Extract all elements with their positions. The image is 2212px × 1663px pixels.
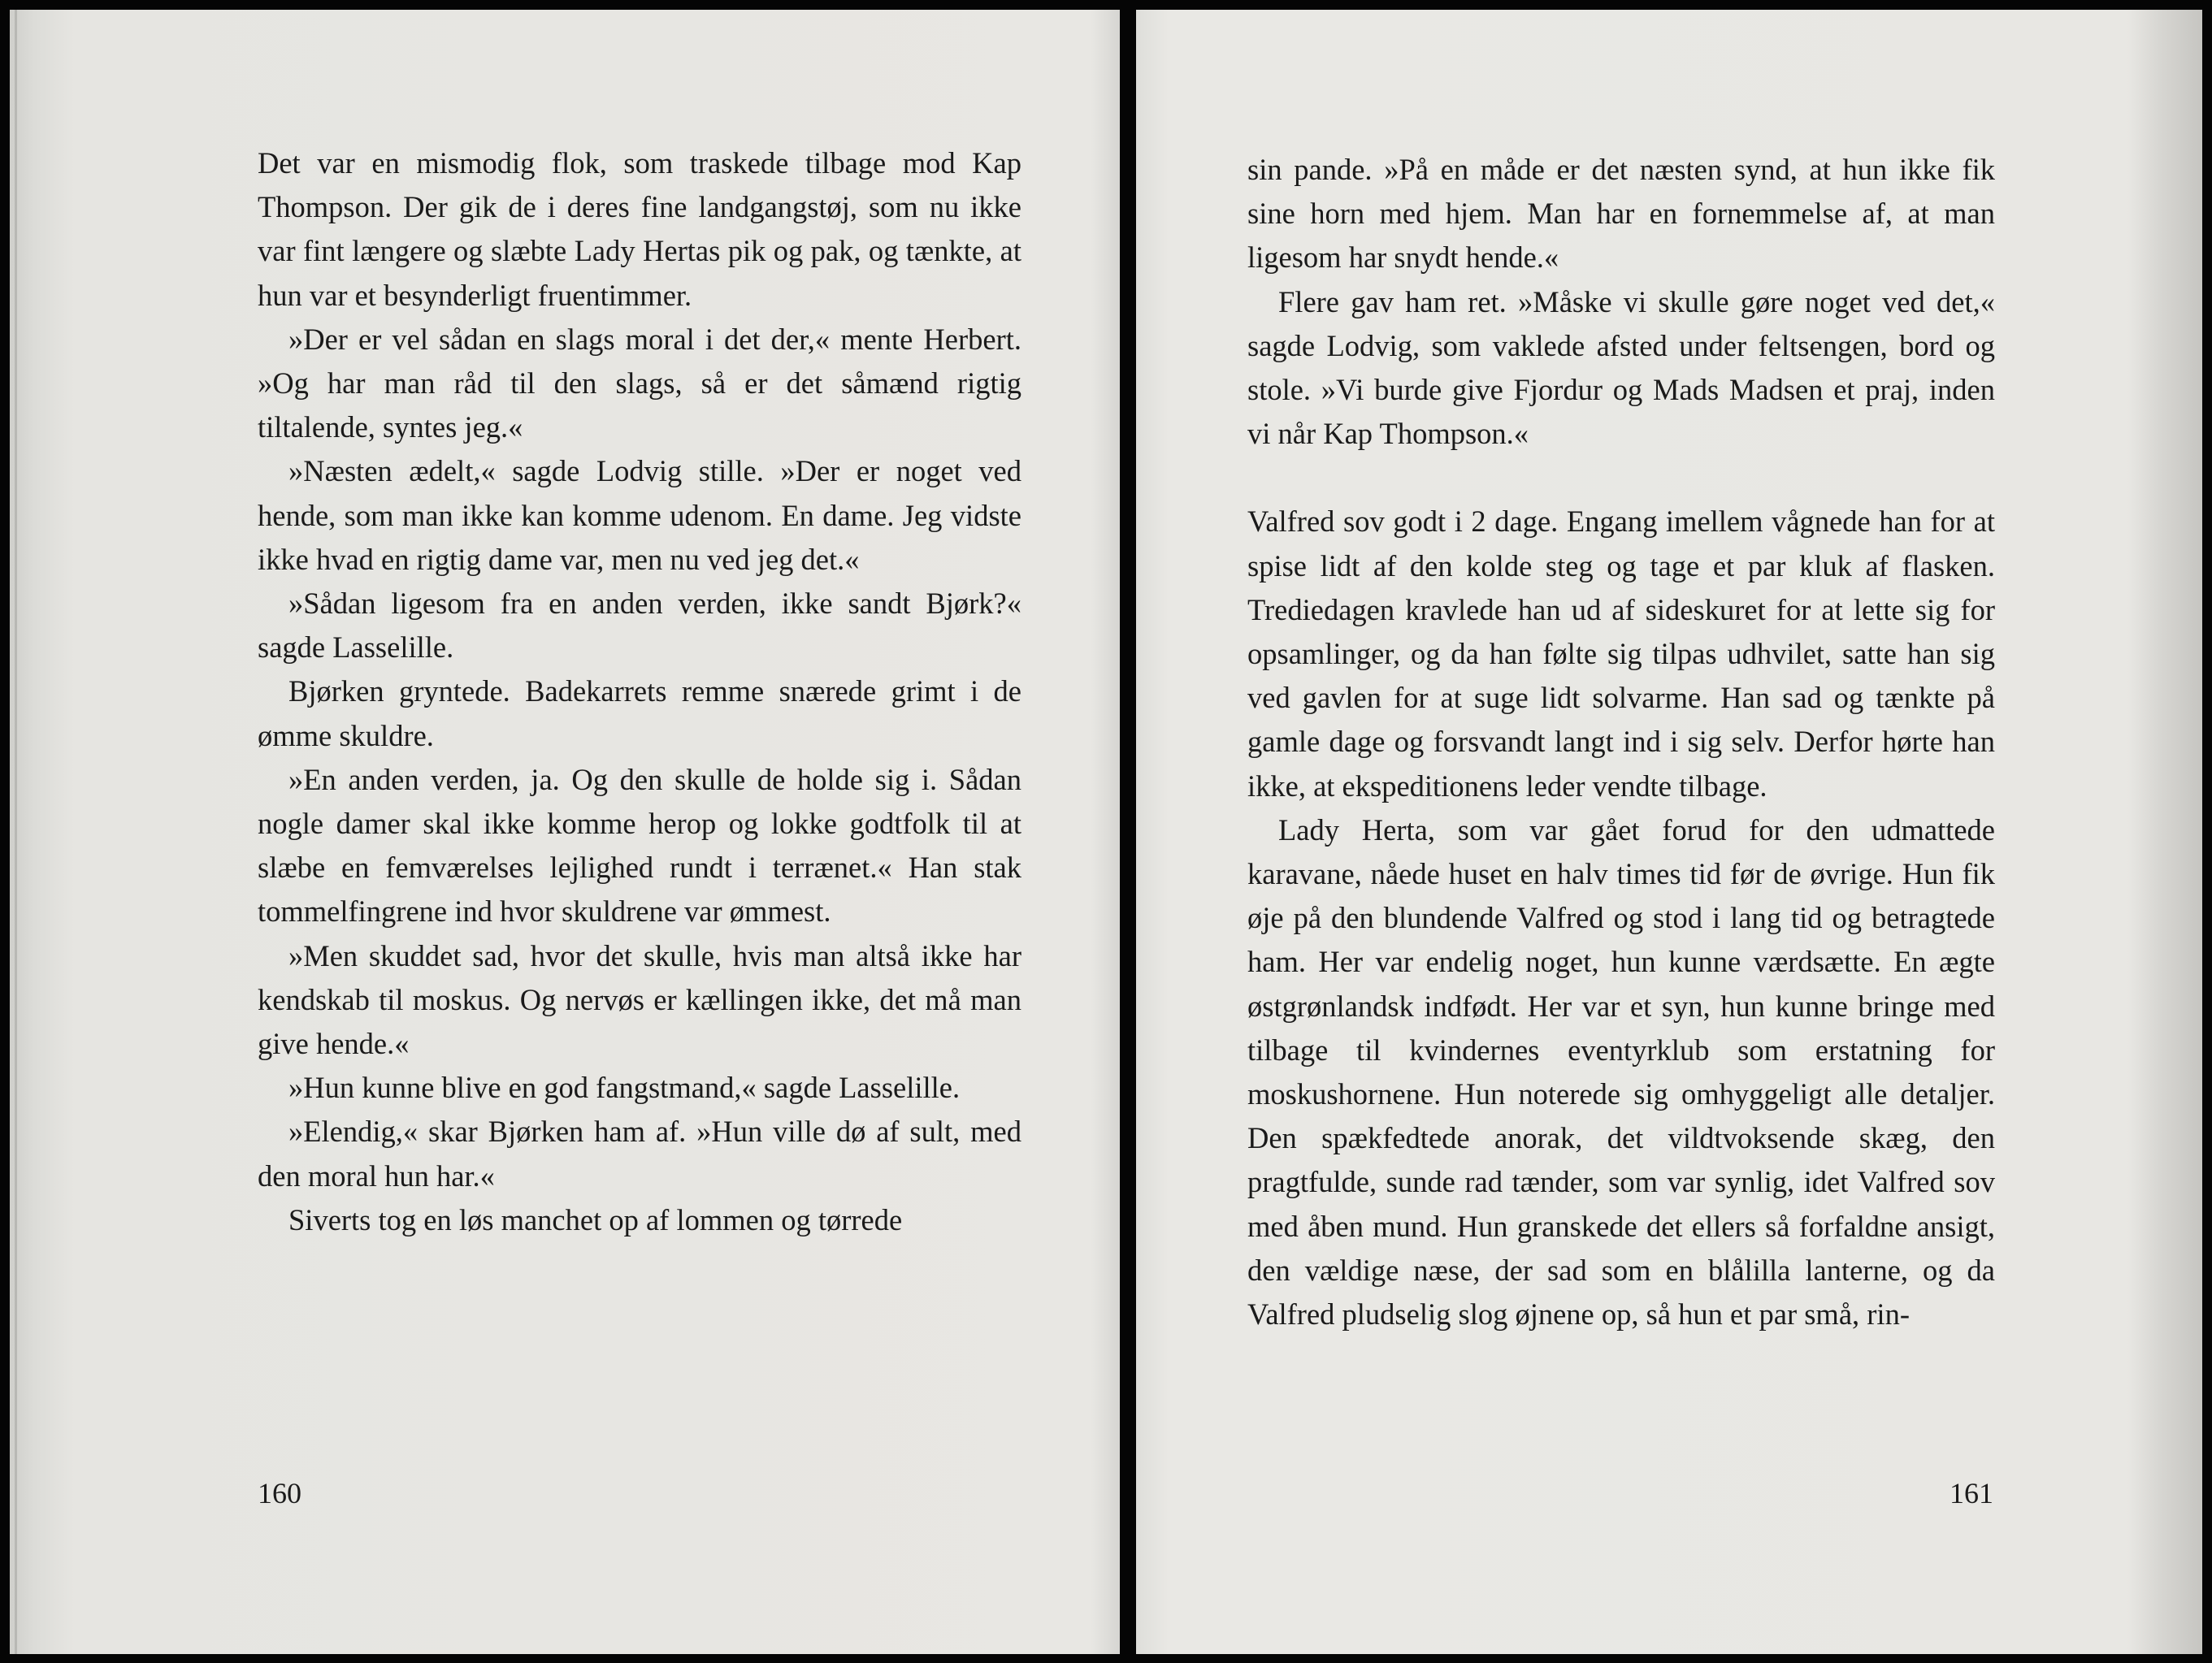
paragraph: »Hun kunne blive en god fangstmand,« sagde Lasselille. [288, 1071, 961, 1105]
left-page [10, 10, 1120, 1654]
paragraph: »En anden verden, ja. Og den skulle de holde sig i. Sådan nogle damer skal ikke komme herop og lokke godtfolk til at slæbe en femværelses lejlighed rundt i terrænet.« Han stak tommelfingrene ind hvor skuldrene var ømmest. [258, 762, 1021, 929]
page-number: 160 [258, 1477, 301, 1509]
paragraph: Valfred sov godt i 2 dage. Engang imellem vågnede han for at spise lidt af den kolde steg og tage et par kluk af flasken. Trediedagen kravlede han ud af sideskuret for at lette sig for opsamlinger, og da han følte sig tilpas udhvilet, satte han sig ved gavlen for at suge lidt solvarme. Han sad og tænkte på gamle dage og forsvandt langt ind i sig selv. Derfor hørte han ikke, at ekspeditionens leder vendte tilbage. [1247, 505, 1995, 803]
paragraph: »Sådan ligesom fra en anden verden, ikke sandt Bjørk?« sagde Lasselille. [258, 587, 1021, 665]
paragraph: »Elendig,« skar Bjørken ham af. »Hun ville dø af sult, med den moral hun har.« [258, 1115, 1021, 1193]
right-page [1136, 10, 2202, 1654]
left-page-text [258, 141, 1021, 1242]
paragraph: »Der er vel sådan en slags moral i det der,« mente Herbert. »Og har man råd til den slags, så er det såmænd rigtig tiltalende, syntes jeg.« [258, 322, 1021, 444]
page-edge [15, 10, 17, 1654]
paragraph: »Men skuddet sad, hvor det skulle, hvis man altså ikke har kendskab til moskus. Og nervøs er kællingen ikke, det må man give hende.« [258, 938, 1021, 1061]
paragraph: »Næsten ædelt,« sagde Lodvig stille. »Der er noget ved hende, som man ikke kan komme udenom. En dame. Jeg vidste ikke hvad en rigtig dame var, men nu ved jeg det.« [258, 454, 1021, 576]
paragraph: Lady Herta, som var gået forud for den udmattede karavane, nåede huset en halv times tid før de øvrige. Hun fik øje på den blundende Valfred og stod i lang tid og betragtede ham. Her var endelig noget, hun kunne værdsætte. En ægte østgrønlandsk indfødt. Her var et syn, hun kunne bringe med tilbage til kvindernes eventyrklub som erstatning for moskushornene. Hun noterede sig omhyggeligt alle detaljer. Den spækfedtede anorak, det vildtvoksende skæg, den pragtfulde, sunde rad tænder, som var synlig, idet Valfred sov med åben mund. Hun granskede det ellers så forfaldne ansigt, den vældige næse, der sad som en blålilla lanterne, og da Valfred pludselig slog øjnene op, så hun et par små, rin- [1247, 812, 1995, 1332]
page-number: 161 [1950, 1477, 1993, 1509]
paragraph: Flere gav ham ret. »Måske vi skulle gøre noget ved det,« sagde Lodvig, som vaklede afsted under feltsengen, bord og stole. »Vi burde give Fjordur og Mads Madsen et praj, inden vi når Kap Thompson.« [1247, 284, 1995, 451]
spine-shadow [1091, 10, 1120, 1654]
paragraph: Bjørken gryntede. Badekarrets remme snærede grimt i de ømme skuldre. [258, 674, 1021, 752]
paragraph: Det var en mismodig flok, som traskede tilbage mod Kap Thompson. Der gik de i deres fine landgangstøj, som nu ikke var fint længere og slæbte Lady Hertas pik og pak, og tænkte, at hun var et besynderligt fruentimmer. [258, 146, 1021, 312]
right-page-text [1247, 148, 1995, 1336]
paragraph: sin pande. »På en måde er det næsten synd, at hun ikke fik sine horn med hjem. Man har en fornemmelse af, at man ligesom har snydt hende.« [1247, 153, 1995, 275]
paragraph: Siverts tog en løs manchet op af lommen og tørrede [288, 1202, 903, 1236]
